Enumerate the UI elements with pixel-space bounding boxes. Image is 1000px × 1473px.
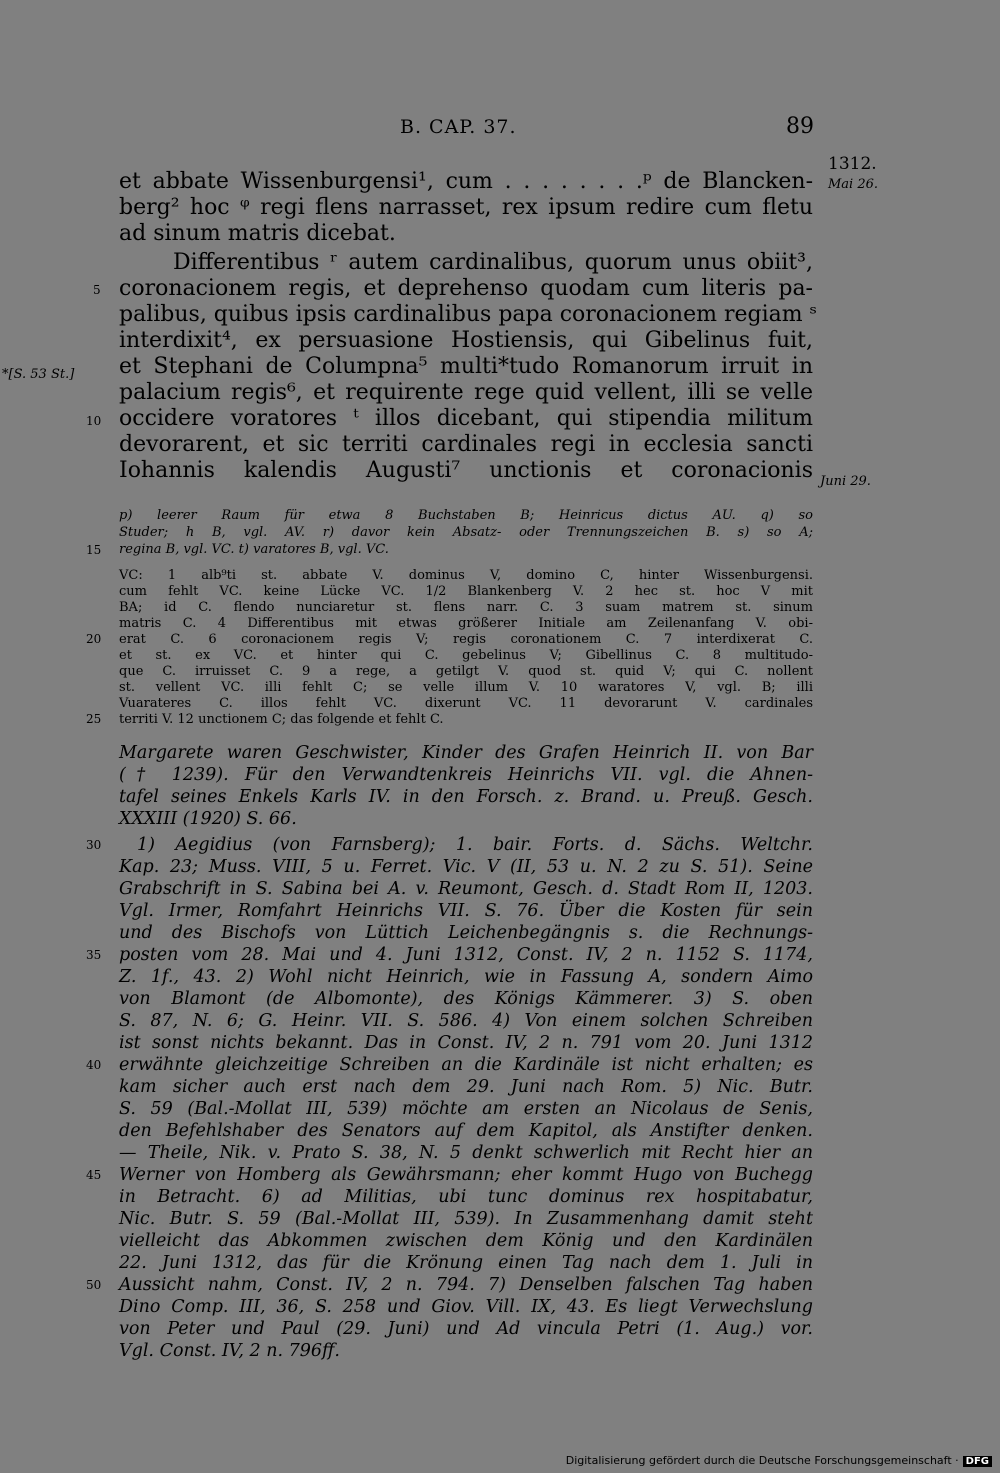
footnote-line: Studer; h B, vgl. AV. r) davor kein Absatz- oder Trennungszeichen B. s) so A;: [119, 525, 813, 540]
main-line: occidere voratores ᵗ illos dicebant, qui stipendia militum: [119, 406, 813, 431]
commentary-line: Nic. Butr. S. 59 (Bal.-Mollat III, 539). In Zusammenhang damit steht: [119, 1209, 813, 1229]
main-line: Differentibus ʳ autem cardinalibus, quorum unus obiit³,: [173, 250, 813, 275]
commentary-line: S. 87, N. 6; G. Heinr. VII. S. 586. 4) Von einem solchen Schreiben: [119, 1011, 813, 1031]
commentary-line: († 1239). Für den Verwandtenkreis Heinrichs VII. vgl. die Ahnen-: [119, 765, 813, 785]
main-line: et Stephani de Columpna⁵ multi*tudo Romanorum irruit in: [119, 354, 813, 379]
line-number: 30: [86, 838, 102, 852]
variant-line: VC: 1 alb⁹ti st. abbate V. dominus V, domino C, hinter Wissenburgensi.: [119, 568, 813, 583]
commentary-line: Werner von Homberg als Gewährsmann; eher kommt Hugo von Buchegg: [119, 1165, 813, 1185]
commentary-line: Margarete waren Geschwister, Kinder des Grafen Heinrich II. von Bar: [119, 743, 813, 763]
line-number: 5: [93, 283, 101, 297]
commentary-line: Vgl. Const. IV, 2 n. 796ff.: [119, 1341, 340, 1361]
main-line: berg² hoc ᵠ regi flens narrasset, rex ipsum redire cum fletu: [119, 195, 813, 220]
variant-line: matris C. 4 Differentibus mit etwas größerer Initiale am Zeilenanfang V. obi-: [119, 616, 813, 631]
line-number: 40: [86, 1058, 102, 1072]
variant-line: cum fehlt VC. keine Lücke VC. 1/2 Blankenberg V. 2 hec st. hoc V mit: [119, 584, 813, 599]
line-number: 50: [86, 1278, 102, 1292]
commentary-line: Grabschrift in S. Sabina bei A. v. Reumont, Gesch. d. Stadt Rom II, 1203.: [119, 879, 813, 899]
margin-date-2-text: Juni 29.: [820, 474, 871, 489]
variant-line: Vuarateres C. illos fehlt VC. dixerunt VC. 11 devorarunt V. cardinales: [119, 696, 813, 711]
commentary-line: Aussicht nahm, Const. IV, 2 n. 794. 7) Denselben falschen Tag haben: [119, 1275, 813, 1295]
dfg-logo: DFG: [963, 1456, 992, 1467]
commentary-line: vielleicht das Abkommen zwischen dem König und den Kardinälen: [119, 1231, 813, 1251]
commentary-line: — Theile, Nik. v. Prato S. 38, N. 5 denkt schwerlich mit Recht hier an: [119, 1143, 813, 1163]
commentary-line: Dino Comp. III, 36, S. 258 und Giov. Vill. IX, 43. Es liegt Verwechslung: [119, 1297, 813, 1317]
main-line: palacium regis⁶, et requirente rege quid vellent, illi se velle: [119, 380, 813, 405]
commentary-line: erwähnte gleichzeitige Schreiben an die Kardinäle ist nicht erhalten; es: [119, 1055, 813, 1075]
variant-line: st. vellent VC. illi fehlt C; se velle illum V. 10 waratores V, vgl. B; illi: [119, 680, 813, 695]
commentary-line: kam sicher auch erst nach dem 29. Juni nach Rom. 5) Nic. Butr.: [119, 1077, 813, 1097]
commentary-line: den Befehlshaber des Senators auf dem Kapitol, als Anstifter denken.: [119, 1121, 813, 1141]
main-line: interdixit⁴, ex persuasione Hostiensis, qui Gibelinus fuit,: [119, 328, 813, 353]
commentary-line: und des Bischofs von Lüttich Leichenbegängnis s. die Rechnungs-: [119, 923, 813, 943]
main-line: et abbate Wissenburgensi¹, cum . . . . . . . .ᵖ de Blancken-: [119, 169, 813, 194]
line-number: 25: [86, 712, 102, 726]
variant-line: et st. ex VC. et hinter qui C. gebelinus V; Gibellinus C. 8 multitudo-: [119, 648, 813, 663]
commentary-line: in Betracht. 6) ad Militias, ubi tunc dominus rex hospitabatur,: [119, 1187, 813, 1207]
commentary-line: S. 59 (Bal.-Mollat III, 539) möchte am ersten an Nicolaus de Senis,: [119, 1099, 813, 1119]
commentary-line: XXXIII (1920) S. 66.: [119, 809, 297, 829]
commentary-line: Z. 1f., 43. 2) Wohl nicht Heinrich, wie in Fassung A, sondern Aimo: [119, 967, 813, 987]
line-number: 45: [86, 1168, 102, 1182]
commentary-line: posten vom 28. Mai und 4. Juni 1312, Const. IV, 2 n. 1152 S. 1174,: [119, 945, 813, 965]
commentary-line: Vgl. Irmer, Romfahrt Heinrichs VII. S. 76. Über die Kosten für sein: [119, 901, 813, 921]
running-title: B. CAP. 37.: [400, 116, 517, 138]
margin-date-2: [820, 472, 871, 490]
line-number: 35: [86, 948, 102, 962]
commentary-line: 22. Juni 1312, das für die Krönung einen Tag nach dem 1. Juli in: [119, 1253, 813, 1273]
footnote-line: p) leerer Raum für etwa 8 Buchstaben B; Heinricus dictus AU. q) so: [119, 508, 813, 523]
main-line: coronacionem regis, et deprehenso quodam cum literis pa-: [119, 276, 813, 301]
line-number: 10: [86, 414, 102, 428]
commentary-line: tafel seines Enkels Karls IV. in den Forsch. z. Brand. u. Preuß. Gesch.: [119, 787, 813, 807]
margin-date-1: [828, 175, 878, 193]
commentary-line: ist sonst nichts bekannt. Das in Const. IV, 2 n. 791 vom 20. Juni 1312: [119, 1033, 813, 1053]
line-number: 15: [86, 543, 102, 557]
variant-line: erat C. 6 coronacionem regis V; regis coronationem C. 7 interdixerat C.: [119, 632, 813, 647]
commentary-line: von Blamont (de Albomonte), des Königs Kämmerer. 3) S. oben: [119, 989, 813, 1009]
margin-year: 1312.: [828, 154, 877, 174]
variant-line: que C. irruisset C. 9 a rege, a getilgt V. quod st. quid V; qui C. nollent: [119, 664, 813, 679]
line-number: 20: [86, 632, 102, 646]
variant-line: BA; id C. flendo nunciaretur st. flens narr. C. 3 suam matrem st. sinum: [119, 600, 813, 615]
variant-line: territi V. 12 unctionem C; das folgende et fehlt C.: [119, 712, 444, 727]
main-line: palibus, quibus ipsis cardinalibus papa coronacionem regiam ˢ: [119, 302, 818, 327]
commentary-line: 1) Aegidius (von Farnsberg); 1. bair. Forts. d. Sächs. Weltchr.: [137, 835, 813, 855]
margin-date-1-text: Mai 26.: [828, 177, 879, 192]
funding-credit-text: Digitalisierung gefördert durch die Deutsche Forschungsgemeinschaft ·: [565, 1454, 959, 1467]
commentary-line: von Peter und Paul (29. Juni) und Ad vincula Petri (1. Aug.) vor.: [119, 1319, 813, 1339]
commentary-line: Kap. 23; Muss. VIII, 5 u. Ferret. Vic. V (II, 53 u. N. 2 zu S. 51). Seine: [119, 857, 813, 877]
main-line: Iohannis kalendis Augusti⁷ unctionis et coronacionis: [119, 458, 813, 483]
margin-sigle: *[S. 53 St.]: [2, 367, 75, 382]
main-line: ad sinum matris dicebat.: [119, 221, 396, 246]
funding-credit: [566, 1454, 992, 1467]
main-line: devorarent, et sic territi cardinales regi in ecclesia sancti: [119, 432, 813, 457]
page-number: 89: [786, 114, 814, 139]
footnote-line: regina B, vgl. VC. t) varatores B, vgl. VC.: [119, 542, 389, 557]
